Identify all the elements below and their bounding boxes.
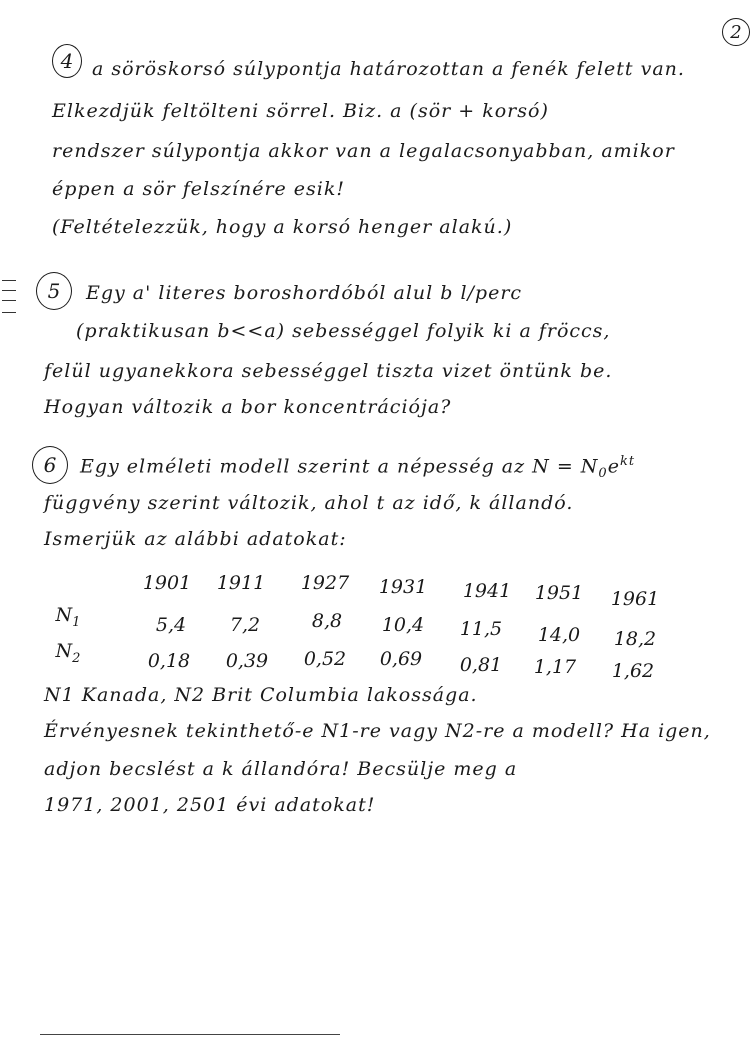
- problem-6-line-3: Ismerjük az alábbi adatokat:: [44, 528, 347, 550]
- formula-exponential: e: [607, 455, 620, 478]
- problem-6-line-1: [80, 454, 635, 481]
- n2-value: 0,52: [303, 648, 347, 670]
- question-line-3: 1971, 2001, 2501 évi adatokat!: [44, 794, 376, 816]
- page-number: 2: [722, 18, 750, 46]
- problem-4-line-1: a söröskorsó súlypontja határozottan a fenék felett van.: [92, 58, 685, 80]
- row-label-n1: [48, 604, 88, 630]
- n2-value: 0,69: [379, 648, 423, 670]
- row-label-sub: 2: [72, 650, 81, 666]
- year-cell: 1961: [610, 588, 660, 610]
- problem-6-line-2: függvény szerint változik, ahol t az idő, k állandó.: [44, 492, 574, 514]
- n1-value: 5,4: [155, 614, 187, 636]
- n1-value: 10,4: [381, 614, 425, 636]
- n1-value: 11,5: [459, 618, 503, 640]
- n2-value: 0,18: [147, 650, 191, 672]
- problem-4-number: 4: [52, 44, 82, 78]
- problem-6-number: 6: [32, 446, 68, 484]
- year-cell: 1911: [216, 572, 266, 594]
- n1-value: 7,2: [229, 614, 261, 636]
- row-label-sub: 1: [72, 614, 81, 630]
- year-cell: 1951: [534, 582, 584, 604]
- row-label-text: N: [55, 640, 73, 662]
- n1-value: 14,0: [537, 624, 581, 646]
- row-label-n2: [48, 640, 88, 666]
- problem-4-line-3: rendszer súlypontja akkor van a legalacsonyabban, amikor: [52, 140, 675, 162]
- n2-value: 1,62: [611, 660, 655, 682]
- problem-5-line-1: Egy a' literes boroshordóból alul b l/perc: [86, 282, 523, 304]
- population-legend: N1 Kanada, N2 Brit Columbia lakossága.: [44, 684, 478, 706]
- year-cell: 1927: [300, 572, 350, 594]
- problem-5-line-2: (praktikusan b<<a) sebességgel folyik ki a fröccs,: [76, 320, 611, 342]
- problem-4-line-4: éppen a sör felszínére esik!: [52, 178, 346, 200]
- year-cell: 1941: [462, 580, 512, 602]
- row-label-text: N: [55, 604, 73, 626]
- question-line-2: adjon becslést a k állandóra! Becsülje meg a: [44, 758, 518, 780]
- bottom-rule: [40, 1034, 340, 1035]
- problem-5-number: 5: [36, 272, 72, 310]
- n1-value: 8,8: [311, 610, 343, 632]
- n2-value: 1,17: [533, 656, 577, 678]
- question-line-1: Érvényesnek tekinthető-e N1-re vagy N2-re a modell? Ha igen,: [44, 720, 711, 742]
- n2-value: 0,39: [225, 650, 269, 672]
- problem-6-line-1-text: Egy elméleti modell szerint a népesség az N = N: [80, 455, 599, 478]
- problem-5-line-4: Hogyan változik a bor koncentrációja?: [44, 396, 452, 418]
- problem-4-line-5: (Feltételezzük, hogy a korsó henger alakú.): [52, 216, 513, 238]
- margin-mark: [2, 280, 16, 316]
- formula-subscript: 0: [598, 466, 608, 482]
- n2-value: 0,81: [459, 654, 503, 676]
- year-cell: 1901: [142, 572, 192, 594]
- year-cell: 1931: [378, 576, 428, 598]
- problem-5-line-3: felül ugyanekkora sebességgel tiszta vizet öntünk be.: [44, 360, 613, 382]
- n1-value: 18,2: [613, 628, 657, 650]
- formula-exponent: kt: [619, 454, 636, 469]
- problem-4-line-2: Elkezdjük feltölteni sörrel. Biz. a (sör + korsó): [52, 100, 549, 122]
